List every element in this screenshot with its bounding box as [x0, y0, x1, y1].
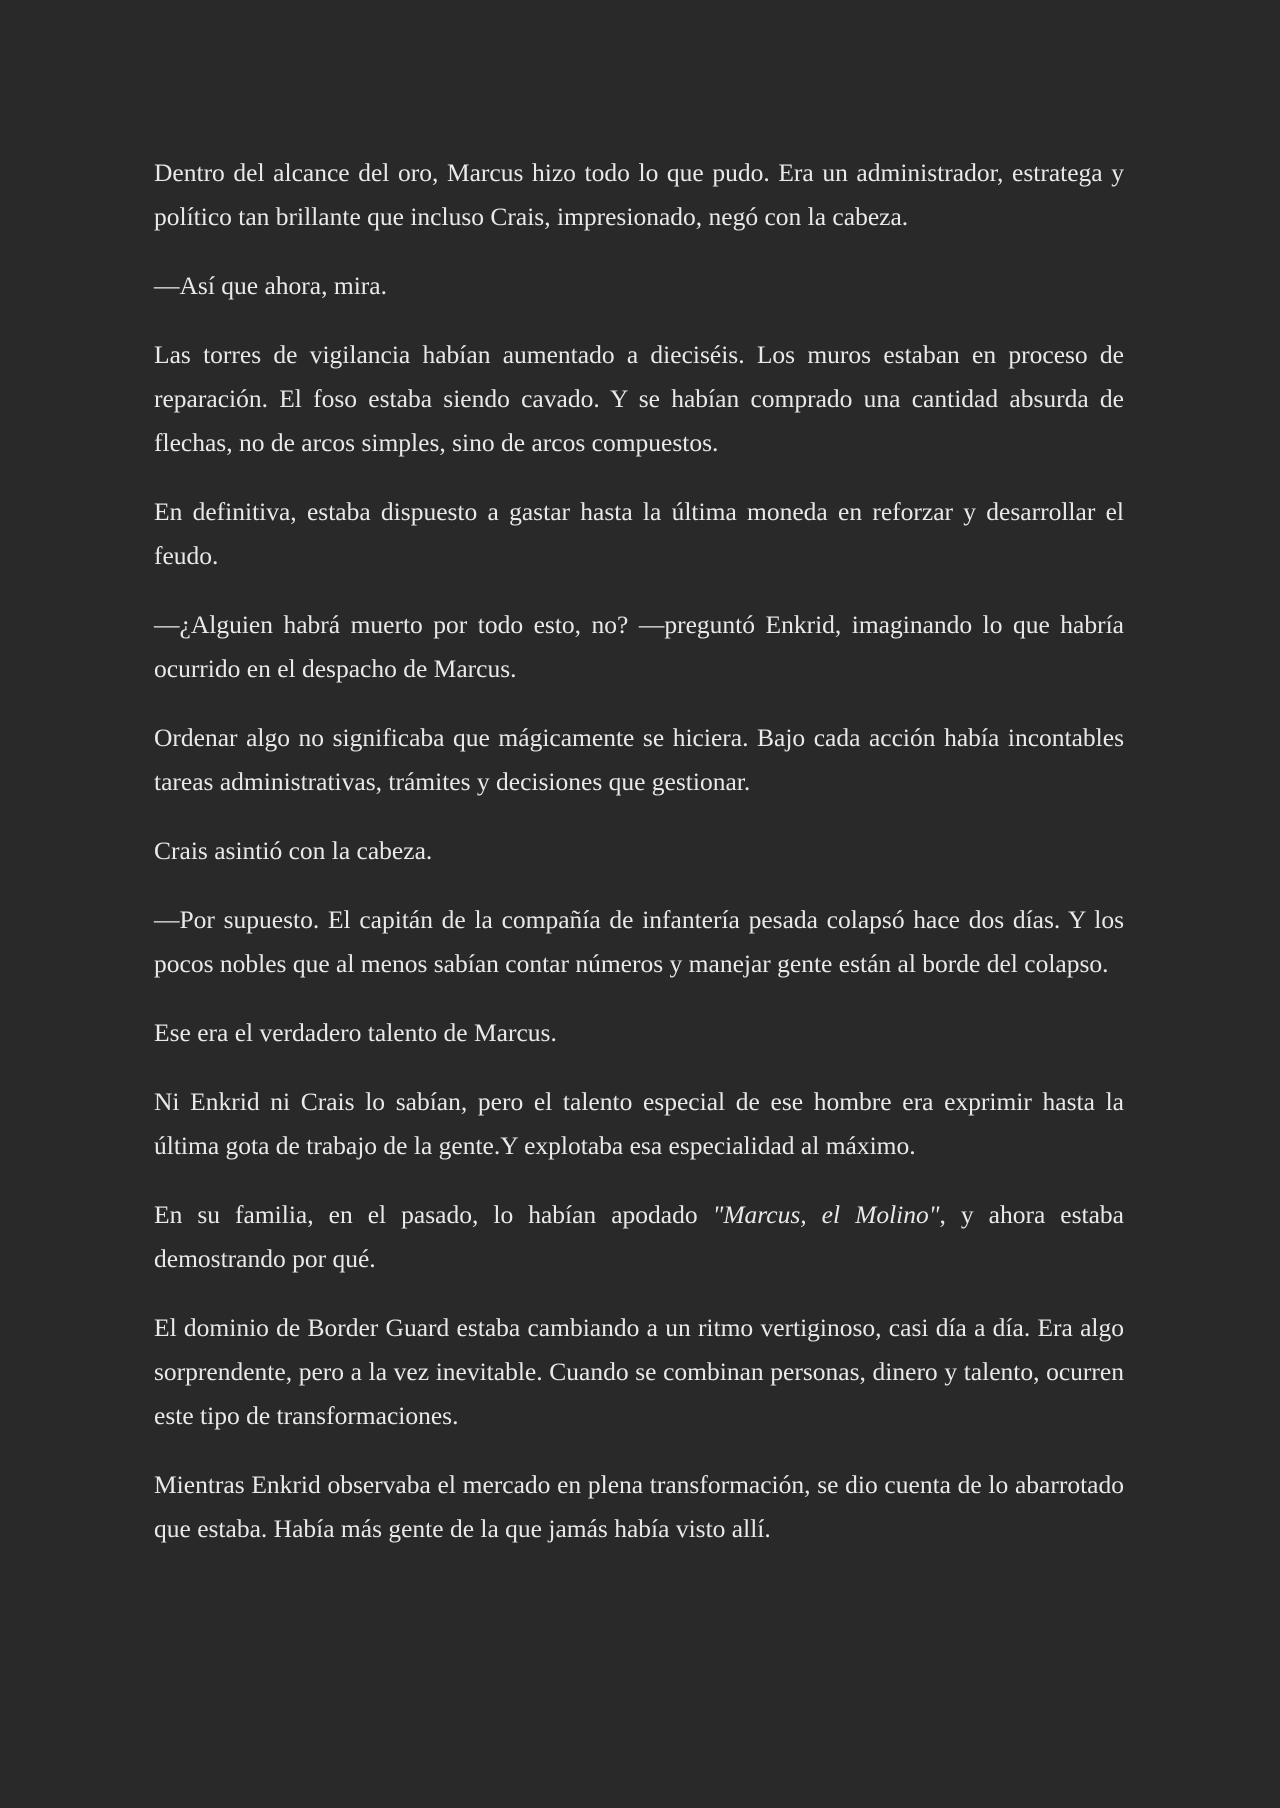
paragraph-3: Las torres de vigilancia habían aumentado a dieciséis. Los muros estaban en proceso de reparación. El foso estaba siendo cavado. Y se habían comprado una cantidad absurda de flechas, no de arcos simples, sino de arcos compuestos.	[154, 340, 1124, 457]
paragraph-7: Crais asintió con la cabeza.	[154, 836, 433, 865]
nickname-italic: "Marcus, el Molino"	[712, 1200, 940, 1229]
nickname-text-after: , y ahora estaba demostrando por qué.	[154, 1200, 1124, 1273]
paragraph-nickname	[154, 1193, 1124, 1281]
paragraph-1: Dentro del alcance del oro, Marcus hizo todo lo que pudo. Era un administrador, estratega y político tan brillante que incluso Crais, impresionado, negó con la cabeza.	[154, 158, 1124, 231]
paragraph-2: —Así que ahora, mira.	[154, 271, 387, 300]
paragraph-4: En definitiva, estaba dispuesto a gastar hasta la última moneda en reforzar y desarrollar el feudo.	[154, 497, 1124, 570]
paragraph-6: Ordenar algo no significaba que mágicamente se hiciera. Bajo cada acción había incontables tareas administrativas, trámites y decisiones que gestionar.	[154, 723, 1124, 796]
paragraph-10: Ni Enkrid ni Crais lo sabían, pero el talento especial de ese hombre era exprimir hasta la última gota de trabajo de la gente.Y explotaba esa especialidad al máximo.	[154, 1087, 1124, 1160]
paragraph-5: —¿Alguien habrá muerto por todo esto, no? —preguntó Enkrid, imaginando lo que habría ocurrido en el despacho de Marcus.	[154, 610, 1124, 683]
paragraph-9: Ese era el verdadero talento de Marcus.	[154, 1018, 557, 1047]
paragraph-12: El dominio de Border Guard estaba cambiando a un ritmo vertiginoso, casi día a día. Era algo sorprendente, pero a la vez inevitable. Cuando se combinan personas, dinero y talento, ocurren este tipo de transformaciones.	[154, 1313, 1124, 1430]
paragraph-8: —Por supuesto. El capitán de la compañía de infantería pesada colapsó hace dos días. Y los pocos nobles que al menos sabían contar números y manejar gente están al borde del colapso.	[154, 905, 1124, 978]
paragraph-13: Mientras Enkrid observaba el mercado en plena transformación, se dio cuenta de lo abarrotado que estaba. Había más gente de la que jamás había visto allí.	[154, 1470, 1124, 1543]
document-body	[154, 151, 1124, 1576]
nickname-text-before: En su familia, en el pasado, lo habían apodado	[154, 1200, 713, 1229]
